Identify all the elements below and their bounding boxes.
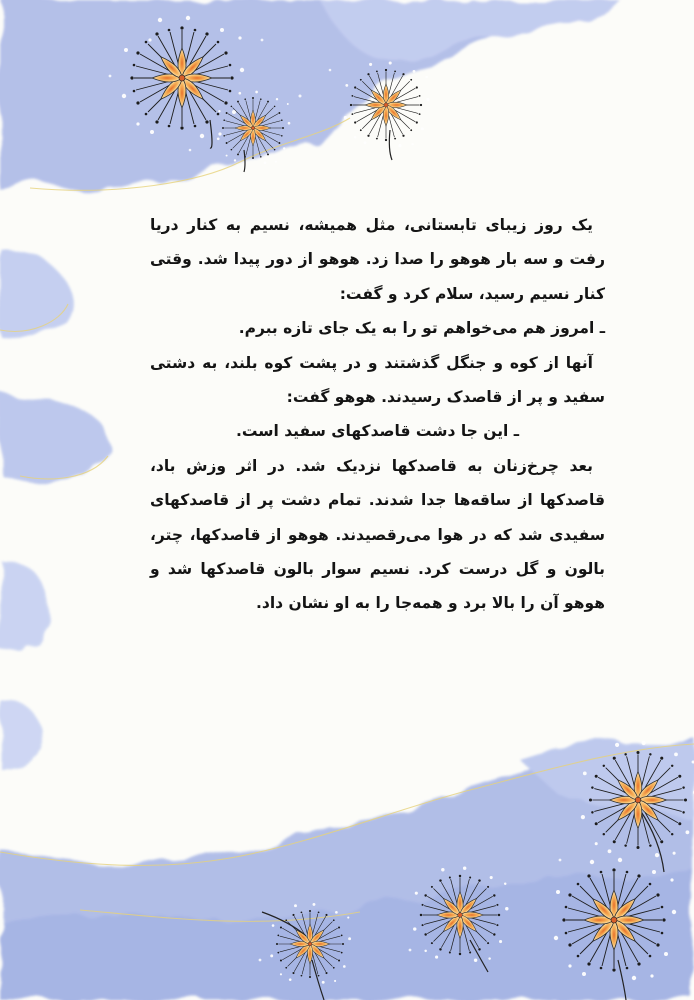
story-paragraph: آنها از کوه و جنگل گذشتند و در پشت کوه بلند، به دشتی سفید و پر از قاصدک رسیدند. هوهو گفت:: [150, 353, 605, 407]
story-paragraph: بعد چرخ‌زنان به قاصدکها نزدیک شد. در اثر وزش باد، قاصدکها از ساقه‌ها جدا شدند. تمام دشت پر از قاصدکهای سفیدی شد که در هوا می‌رقصیدند. هوهو از قاصدکها، چتر، بالون و گل درست کرد. نسیم سوار بالون قاصدکها شد و هوهو آن را بالا برد و همه‌جا را به او نشان داد.: [150, 456, 605, 613]
story-dialog: ـ امروز هم می‌خواهم تو را به یک جای تازه ببرم.: [238, 319, 605, 338]
story-paragraph: یک روز زیبای تابستانی، مثل همیشه، نسیم به کنار دریا رفت و سه بار هوهو را صدا زد. هوهو از دور پیدا شد. وقتی کنار نسیم رسید، سلام کرد و گفت:: [150, 216, 605, 303]
story-dialog: ـ این جا دشت قاصدکهای سفید است.: [235, 422, 520, 441]
story-text: [150, 208, 605, 621]
